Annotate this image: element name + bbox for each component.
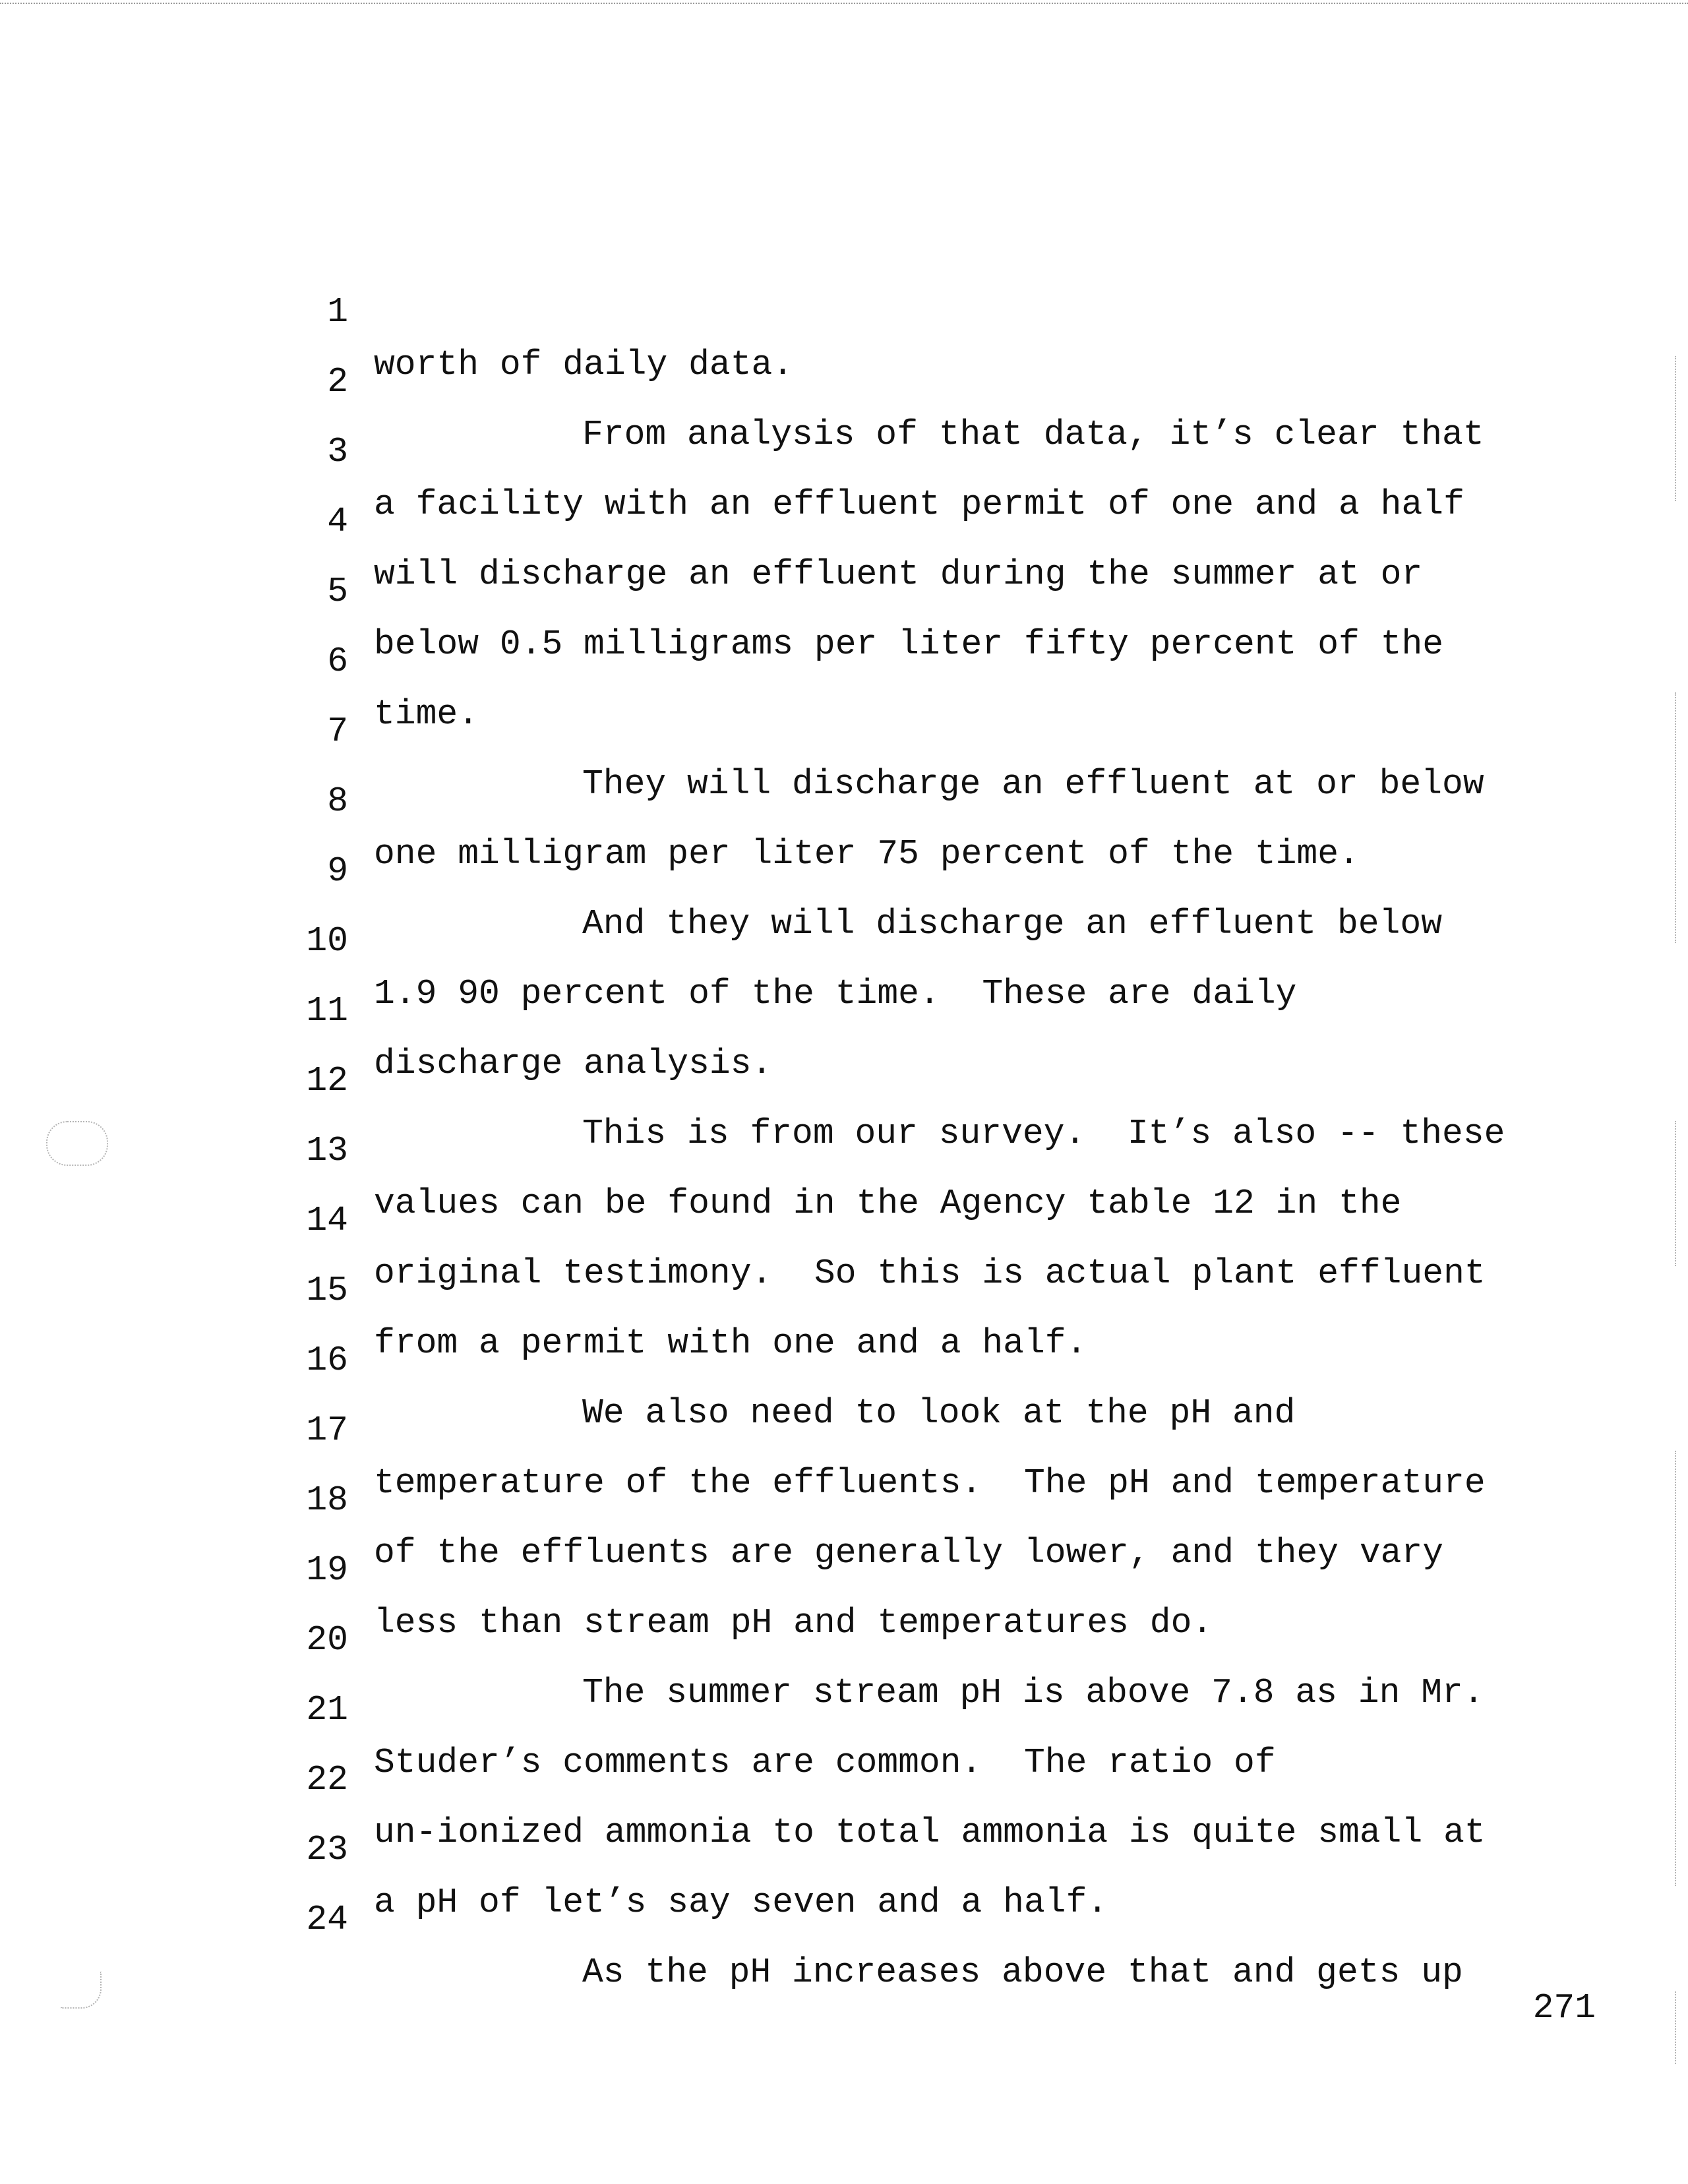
line-text: a pH of let’s say seven and a half. (374, 1883, 1108, 1922)
line-text: below 0.5 milligrams per liter fifty percent of the (374, 624, 1444, 664)
transcript-line (0, 582, 479, 734)
line-number: 22 (306, 1760, 348, 1800)
line-text: from a permit with one and a half. (374, 1323, 1087, 1363)
line-text: They will discharge an effluent at or below (582, 764, 1484, 804)
line-number: 16 (306, 1341, 348, 1380)
line-number: 18 (306, 1480, 348, 1520)
line-number: 21 (306, 1690, 348, 1730)
line-text: one milligram per liter 75 percent of the time. (374, 834, 1360, 874)
transcript-line (0, 233, 794, 384)
line-number: 5 (327, 572, 348, 611)
line-number: 8 (327, 781, 348, 821)
line-text: The summer stream pH is above 7.8 as in Mr. (582, 1673, 1484, 1713)
line-number: 20 (306, 1620, 348, 1660)
line-text: Studer’s comments are common. The ratio of (374, 1743, 1276, 1782)
line-text: un-ionized ammonia to total ammonia is quite small at (374, 1813, 1486, 1852)
line-number: 12 (306, 1061, 348, 1101)
line-text: worth of daily data. (374, 345, 794, 384)
line-number: 9 (327, 851, 348, 891)
line-text: discharge analysis. (374, 1044, 773, 1083)
line-number: 23 (306, 1830, 348, 1869)
line-number: 10 (306, 921, 348, 961)
line-number: 17 (306, 1410, 348, 1450)
line-number: 1 (327, 292, 348, 332)
line-number: 15 (306, 1271, 348, 1310)
line-number: 7 (327, 712, 348, 751)
line-text: values can be found in the Agency table 12 in the (374, 1184, 1402, 1223)
line-text: time. (374, 694, 479, 734)
line-number: 13 (306, 1131, 348, 1170)
line-text: This is from our survey. It’s also -- these (582, 1114, 1505, 1153)
line-text: 1.9 90 percent of the time. These are daily (374, 974, 1297, 1014)
line-text: As the pH increases above that and gets up (582, 1953, 1463, 1992)
line-text: temperature of the effluents. The pH and temperature (374, 1463, 1486, 1503)
line-text: of the effluents are generally lower, and they vary (374, 1533, 1444, 1573)
line-text: And they will discharge an effluent below (582, 904, 1443, 944)
page-number: 271 (1532, 1988, 1596, 2028)
line-text: a facility with an effluent permit of one and a half (374, 485, 1464, 524)
line-number: 19 (306, 1550, 348, 1590)
line-number: 3 (327, 432, 348, 471)
line-text: From analysis of that data, it’s clear that (582, 415, 1484, 454)
line-number: 2 (327, 362, 348, 402)
line-number: 14 (306, 1201, 348, 1240)
line-text: We also need to look at the pH and (582, 1393, 1296, 1433)
line-number: 6 (327, 642, 348, 681)
line-number: 11 (306, 991, 348, 1031)
line-text: original testimony. So this is actual plant effluent (374, 1254, 1486, 1293)
line-text: less than stream pH and temperatures do. (374, 1603, 1213, 1643)
line-text: will discharge an effluent during the summer at or (374, 555, 1423, 594)
line-number: 24 (306, 1900, 348, 1939)
line-number: 4 (327, 502, 348, 541)
